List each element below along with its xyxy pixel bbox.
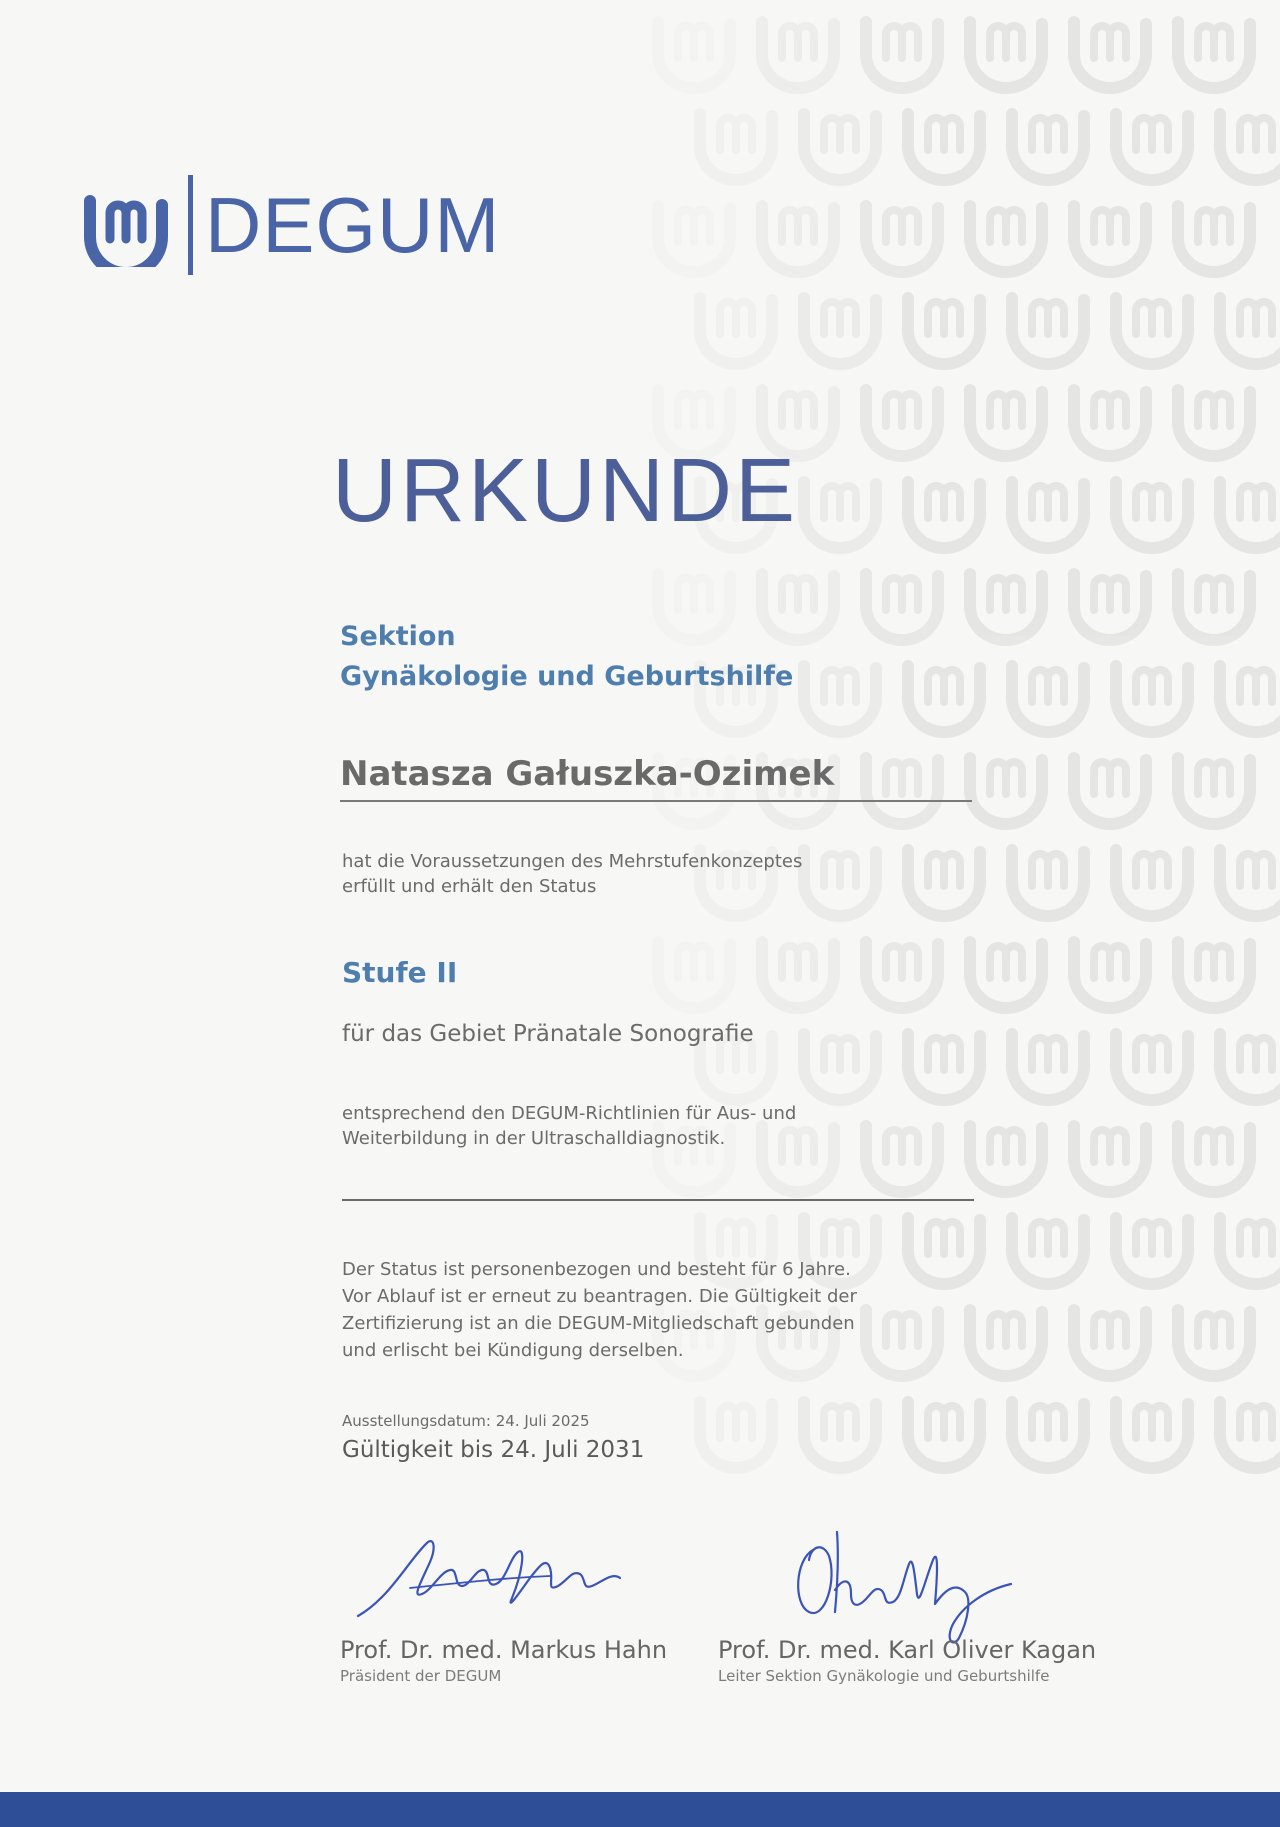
watermark-logo-icon — [908, 850, 980, 916]
issue-date: Ausstellungsdatum: 24. Juli 2025 — [342, 1412, 590, 1430]
watermark-logo-icon — [1116, 114, 1188, 180]
section-heading — [340, 617, 793, 697]
signatory-2-name: Prof. Dr. med. Karl Oliver Kagan — [718, 1636, 1097, 1664]
watermark-logo-icon — [804, 1402, 876, 1468]
watermark-logo-icon — [1074, 390, 1146, 456]
watermark-logo-icon — [804, 482, 876, 548]
watermark-logo-icon — [700, 298, 772, 364]
watermark-logo-icon — [804, 850, 876, 916]
watermark-logo-icon — [804, 1034, 876, 1100]
name-underline — [340, 800, 972, 802]
watermark-logo-icon — [804, 298, 876, 364]
watermark-logo-icon — [1220, 298, 1280, 364]
conditions-line-3: Zertifizierung ist an die DEGUM-Mitgliedschaft gebunden — [342, 1313, 855, 1334]
signatory-1-name: Prof. Dr. med. Markus Hahn — [340, 1636, 668, 1664]
watermark-logo-icon — [1178, 942, 1250, 1008]
watermark-logo-icon — [1012, 850, 1084, 916]
field-of-certification: für das Gebiet Pränatale Sonografie — [342, 1021, 754, 1047]
watermark-logo-icon — [1178, 390, 1250, 456]
watermark-logo-icon — [1012, 114, 1084, 180]
watermark-logo-icon — [866, 22, 938, 88]
watermark-logo-icon — [908, 1218, 980, 1284]
watermark-logo-icon — [1116, 482, 1188, 548]
watermark-logo-icon — [908, 298, 980, 364]
watermark-logo-icon — [1012, 482, 1084, 548]
validity-date: Gültigkeit bis 24. Juli 2031 — [342, 1437, 645, 1463]
watermark-logo-icon — [1178, 22, 1250, 88]
watermark-logo-icon — [866, 206, 938, 272]
watermark-logo-icon — [1220, 1218, 1280, 1284]
status-level: Stufe II — [342, 956, 458, 989]
watermark-logo-icon — [1012, 666, 1084, 732]
logo-divider — [188, 175, 193, 275]
watermark-logo-icon — [1074, 574, 1146, 640]
guidelines-line-1: entsprechend den DEGUM-Richtlinien für Aus- und — [342, 1103, 797, 1124]
signature-hahn — [350, 1528, 650, 1628]
watermark-logo-icon — [1074, 758, 1146, 824]
watermark-logo-icon — [866, 1310, 938, 1376]
watermark-logo-icon — [804, 114, 876, 180]
signatory-1-role: Präsident der DEGUM — [340, 1667, 502, 1685]
watermark-logo-icon — [1074, 942, 1146, 1008]
watermark-logo-icon — [908, 482, 980, 548]
watermark-logo-icon — [1220, 1402, 1280, 1468]
watermark-logo-icon — [1220, 850, 1280, 916]
conditions-line-1: Der Status ist personenbezogen und besteht für 6 Jahre. — [342, 1259, 851, 1280]
watermark-logo-icon — [658, 22, 730, 88]
guidelines-line-2: Weiterbildung in der Ultraschalldiagnostik. — [342, 1128, 726, 1149]
recipient-name: Natasza Gałuszka-Ozimek — [340, 754, 835, 794]
watermark-logo-icon — [970, 206, 1042, 272]
watermark-logo-icon — [970, 758, 1042, 824]
section-line-2: Gynäkologie und Geburtshilfe — [340, 661, 794, 692]
watermark-logo-icon — [1116, 1402, 1188, 1468]
conditions-line-4: und erlischt bei Kündigung derselben. — [342, 1340, 684, 1361]
watermark-logo-icon — [1220, 482, 1280, 548]
watermark-logo-icon — [1178, 1126, 1250, 1192]
watermark-logo-icon — [970, 942, 1042, 1008]
watermark-logo-icon — [1220, 666, 1280, 732]
watermark-logo-icon — [1074, 22, 1146, 88]
watermark-logo-icon — [970, 1126, 1042, 1192]
watermark-logo-icon — [762, 942, 834, 1008]
watermark-logo-icon — [804, 666, 876, 732]
watermark-logo-icon — [762, 22, 834, 88]
watermark-logo-icon — [1074, 206, 1146, 272]
watermark-logo-icon — [658, 206, 730, 272]
watermark-logo-icon — [1012, 1034, 1084, 1100]
watermark-logo-icon — [1074, 1126, 1146, 1192]
watermark-logo-icon — [908, 114, 980, 180]
watermark-logo-icon — [658, 942, 730, 1008]
watermark-logo-icon — [700, 1402, 772, 1468]
degum-logo-mark-icon — [80, 183, 172, 267]
conditions-line-2: Vor Ablauf ist er erneut zu beantragen. Die Gültigkeit der — [342, 1286, 857, 1307]
watermark-logo-icon — [1012, 298, 1084, 364]
watermark-logo-icon — [1116, 1034, 1188, 1100]
watermark-logo-icon — [970, 1310, 1042, 1376]
watermark-logo-icon — [1116, 666, 1188, 732]
watermark-logo-icon — [908, 666, 980, 732]
watermark-logo-icon — [1220, 1034, 1280, 1100]
certificate-title: URKUNDE — [332, 441, 799, 541]
watermark-logo-icon — [1116, 1218, 1188, 1284]
watermark-logo-icon — [866, 574, 938, 640]
watermark-logo-icon — [970, 390, 1042, 456]
watermark-logo-icon — [1116, 850, 1188, 916]
watermark-logo-icon — [762, 206, 834, 272]
conditions-text — [342, 1256, 857, 1364]
watermark-logo-icon — [866, 390, 938, 456]
watermark-logo-icon — [700, 114, 772, 180]
watermark-logo-icon — [1116, 298, 1188, 364]
logo-wordmark: DEGUM — [205, 180, 501, 269]
watermark-logo-icon — [866, 1126, 938, 1192]
signatory-2-role: Leiter Sektion Gynäkologie und Geburtshilfe — [718, 1667, 1050, 1685]
watermark-logo-icon — [1178, 1310, 1250, 1376]
watermark-logo-icon — [866, 942, 938, 1008]
guidelines-text — [342, 1101, 796, 1151]
statement-line-2: erfüllt und erhält den Status — [342, 876, 597, 897]
watermark-logo-icon — [866, 758, 938, 824]
watermark-logo-icon — [970, 22, 1042, 88]
watermark-logo-icon — [908, 1402, 980, 1468]
section-divider — [342, 1199, 974, 1201]
watermark-logo-icon — [1074, 1310, 1146, 1376]
section-line-1: Sektion — [340, 621, 456, 652]
statement-line-1: hat die Voraussetzungen des Mehrstufenkonzeptes — [342, 851, 803, 872]
watermark-logo-icon — [1220, 114, 1280, 180]
watermark-logo-icon — [908, 1034, 980, 1100]
watermark-logo-icon — [1178, 574, 1250, 640]
watermark-logo-icon — [970, 574, 1042, 640]
watermark-logo-icon — [1178, 758, 1250, 824]
degum-logo — [80, 175, 500, 275]
watermark-logo-icon — [1012, 1218, 1084, 1284]
signature-kagan — [785, 1520, 1035, 1650]
statement-text — [342, 849, 802, 899]
watermark-logo-icon — [1012, 1402, 1084, 1468]
footer-bar — [0, 1792, 1280, 1827]
watermark-logo-icon — [1178, 206, 1250, 272]
